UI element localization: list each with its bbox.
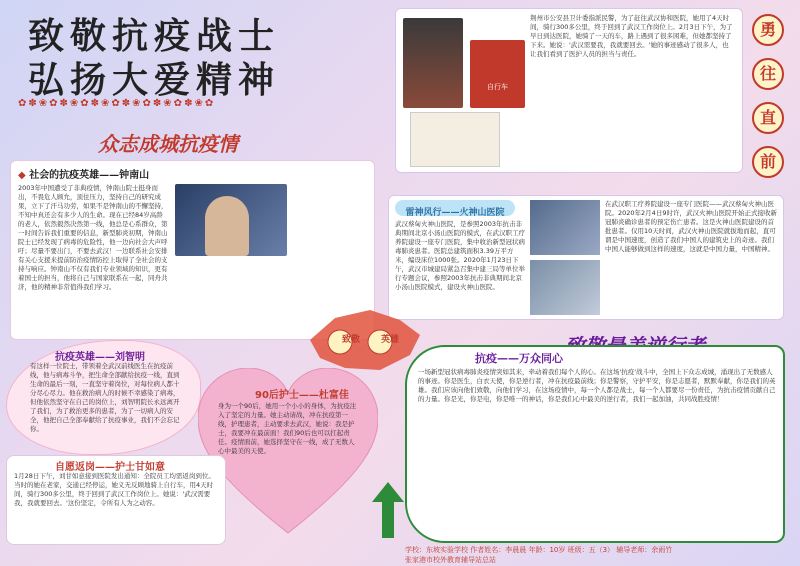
hospital-photo-2 [530, 260, 600, 315]
nurse-photo [403, 18, 463, 108]
zhong-body: 2003年中国遭受了非典疫情，钟南山院士挺身而出，不畏危人顾允，顶住压力，坚持自己的研究成果，立下了汗马功劳，如果不是钟南山的不懈坚持，不知中真还会有多少人的生命。现在已经84岁高龄的老人，依然毅然决然第一线，他总是心系群众，第一时间告诉我们重要的信息，新型肺炎初期，钟南山院士已经发现了病毒的危险性，他一边向社会大声呼吁；尽量不要出门，不要去武汉！一边联系社会安排有关心支援来提前防治疫情防控上取得了全社会的支持与响应。钟南山不仅有我们专业领域的知识，更有着国士的担当，他将自己与国家联系在一起，同舟共济，他的精神非常值得我们学习。 [18, 184, 168, 291]
huoshen-body: 在武汉职工疗养院建设一座专门医院——武汉蔡甸火神山医院。2020年2月4日9时许，武汉火神山医院开始正式接收新冠肺炎确诊患者的预定伤亡患者。这是火神山医院建设的首批患者。仅用10天时间，武汉火神山医院就拔地而起，直可谓是中国速度，创造了我们中国人的建筑史上的奇迹。我们中国人能够做到这样的速度，这就是中国力量，中国精神。 [605, 200, 777, 253]
vertical-slogan [748, 10, 788, 180]
slogan-char-2: 往 [752, 58, 784, 90]
arrow-up-icon [368, 480, 408, 540]
nurse-title: 自愿返岗——护士甘如意 [55, 462, 165, 473]
red-poster-text: 自行车 [487, 83, 508, 91]
stamp-left: 致敬 [341, 335, 360, 345]
calligraphy-left: 众志成城抗疫情 [98, 132, 238, 156]
du-title: 90后护士——杜富佳 [255, 390, 349, 401]
poster-title-line1: 致敬抗疫战士 [28, 16, 281, 57]
green-arrow [368, 480, 408, 540]
zhong-title [18, 166, 218, 181]
zuoshi-body: 荆州市公安县卫计委指派民警，为了赶往武汉协和医院，她用了4天时间，骑行300多公里，终于回到了武汉工作岗位上。2月3日下午，为了早日到达医院，她骑了一天的车，路上遇到了很多困难，但她都坚持了下来。她说：'武汉需要我，我就要回去。'她的事迹感动了很多人，也让我们看到了医护人员的担当与责任。 [530, 14, 733, 58]
zhong-title-text: 社会的抗疫英雄——钟南山 [29, 170, 150, 181]
wanzhong-body: 一场新型冠状病毒肺炎疫情突如其来，牵动着我们每个人的心。在这场'抗疫'战斗中，全国上下众志成城，涌现出了无数感人的事迹。你是医生，白衣天使，你是逆行者，冲在抗疫最前线；你是警察，守护平安，你是志愿者，默默奉献，你是我们的英雄。我们应该向他们致敬，向他们学习，在这场疫情中，每一个人都是战士，每一个人都要尽一份责任，为抗击疫情贡献自己的力量。你是光，你是电，你是唯一的神话，你是我们心中最美的逆行者，我们一起加油，共同战胜疫情！ [418, 368, 776, 403]
slogan-char-4: 前 [752, 146, 784, 178]
zhong-photo [175, 184, 287, 256]
liu-title [55, 348, 185, 363]
hospital-title: 雷神风行——火神山医院 [405, 208, 505, 218]
slogan-char-3: 直 [752, 102, 784, 134]
stamp-right: 英雄 [380, 335, 399, 345]
footer [405, 545, 797, 565]
leishen-body: 武汉蔡甸火神山医院，是参照2003年抗击非典期间北京小汤山医院的模式，在武汉职工疗养院建设一座专门医院，集中收治新型冠状病毒肺炎患者。医院总建筑面积3.39万平方米，编设床位1000张。2020年1月23日下午，武汉市城建局紧急召集中建三局等单位举行专题会议，参照2003年抗击非典期间北京小汤山医院模式，建设火神山医院。 [395, 220, 525, 291]
star-icon: ◆ [18, 170, 26, 181]
hospital-photo-1 [530, 200, 600, 255]
wanzhong-title-text: 抗疫——万众同心 [475, 352, 563, 365]
liu-body: 有这样一位院士，带领着全武汉前线医生在抗疫前线，他与病毒斗争，把生命全部献给抗疫一线，直到生命的最后一刻，一直坚守着岗位，对每位病人都十分尽心尽力。他在救治病人的时候不幸感染了病毒，但他依然坚守在自己的岗位上，刘智明院长永远离开了我们，为了救治更多的患者，为了一切病人的安全，他把自己全部奉献给了抗疫事业，我们不会忘记你。 [30, 362, 180, 433]
du-body: 身为一个90后，她用一个小小的身体，为抗疫注入了坚定的力量。她主动请战，冲在抗疫第一线，护理患者，主动要求去武汉，她说：我是护士，我要冲在最前面！我们90后也可以扛起责任。疫情面前，她选择坚守在一线，成了无数人心中最美的天使。 [218, 402, 357, 455]
decorative-strip: ✿✽❀✿✽❀✿✽❀✿✽❀✿✽❀✿✽❀✿ [18, 98, 216, 109]
portrait-figure [205, 196, 249, 256]
hospital-title-bar [395, 200, 515, 216]
slogan-char-1: 勇 [752, 14, 784, 46]
nurse-body: 1月28日下午，刘甘如意接到医院发出通知：全院员工均需返岗到位。当时的她在老家，交通已经停运，她义无反顾地骑上自行车，用4天时间，骑行300多公里，终于回到了武汉工作岗位上。她说：'武汉需要我，我就要回去。'这份坚定，令所有人为之动容。 [14, 472, 215, 507]
poster-title-line2: 弘扬大爱精神 [28, 60, 281, 101]
liu-title-text: 抗疫英雄——刘智明 [55, 352, 145, 363]
footer-line1: 学校：东坡实验学校 作者姓名：李晨晨 年龄：10岁 班级：五（3） 辅导老师：余雨竹 [405, 546, 673, 554]
letter-image [410, 112, 500, 167]
wanzhong-title [475, 350, 635, 366]
footer-line2: 张家港市校外教育辅导站总站 [405, 556, 496, 564]
red-poster [470, 40, 525, 108]
